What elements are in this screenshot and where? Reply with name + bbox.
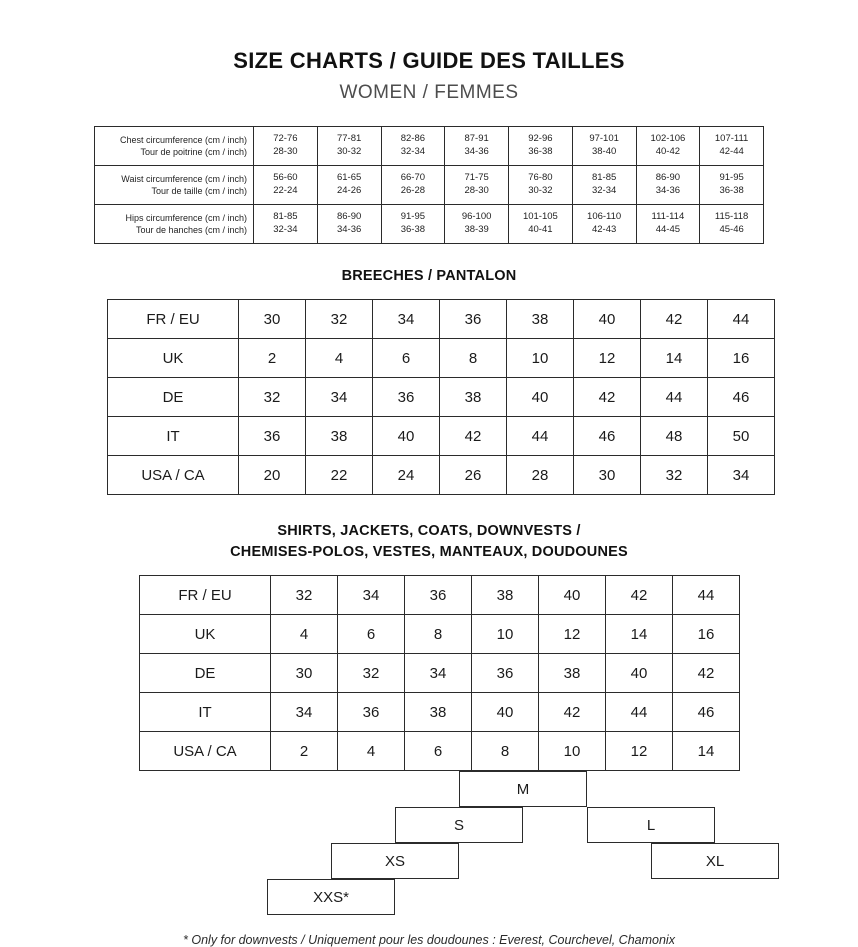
measurement-row-label — [95, 127, 254, 166]
shirts-table — [139, 575, 740, 771]
size-cell: 34 — [338, 576, 405, 615]
measurement-cm: 91-95 — [719, 172, 744, 184]
measurement-cm: 86-90 — [336, 211, 362, 223]
size-cell: 24 — [373, 456, 440, 495]
size-cell: 6 — [405, 732, 472, 771]
table-row — [140, 654, 740, 693]
size-cell: 12 — [539, 615, 606, 654]
measurement-inch: 40-42 — [655, 146, 681, 157]
measurement-cm: 77-81 — [336, 133, 362, 145]
measurement-inch: 34-36 — [655, 185, 681, 196]
measurement-cell — [317, 127, 381, 166]
measurement-cell — [572, 166, 636, 205]
size-cell: 42 — [606, 576, 673, 615]
letter-size-row — [139, 771, 719, 807]
measurement-cell — [254, 205, 318, 244]
size-cell: 34 — [306, 378, 373, 417]
measurement-cell — [509, 127, 573, 166]
shirts-heading — [0, 521, 858, 563]
size-cell: 42 — [440, 417, 507, 456]
size-cell: 42 — [673, 654, 740, 693]
size-cell: 40 — [373, 417, 440, 456]
size-cell: 44 — [606, 693, 673, 732]
letter-size-xs: XS — [331, 843, 459, 879]
letter-size-s: S — [395, 807, 523, 843]
size-cell: 44 — [507, 417, 574, 456]
measurement-inch: 38-39 — [464, 224, 489, 235]
size-cell: 14 — [673, 732, 740, 771]
size-cell: 36 — [405, 576, 472, 615]
measurement-inch: 32-34 — [400, 146, 426, 157]
table-row — [95, 166, 764, 205]
measurement-inch: 22-24 — [273, 185, 298, 196]
size-cell: 46 — [673, 693, 740, 732]
size-cell: 32 — [271, 576, 338, 615]
size-cell: 42 — [539, 693, 606, 732]
measurement-label-en: Chest circumference (cm / inch) — [119, 134, 247, 145]
size-cell: 36 — [472, 654, 539, 693]
shirts-heading-line2: CHEMISES-POLOS, VESTES, MANTEAUX, DOUDOUNES — [230, 544, 628, 561]
size-cell: 44 — [641, 378, 708, 417]
measurement-cm: 72-76 — [273, 133, 298, 145]
size-cell: 4 — [271, 615, 338, 654]
measurement-cm: 56-60 — [273, 172, 298, 184]
size-cell: 38 — [440, 378, 507, 417]
measurement-cm: 115-118 — [714, 211, 749, 223]
measurement-cm: 107-111 — [714, 133, 749, 145]
measurement-cm: 71-75 — [464, 172, 489, 184]
measurement-cell — [381, 127, 445, 166]
letter-size-row — [139, 879, 719, 915]
measurement-cm: 92-96 — [528, 133, 553, 145]
measurement-cell — [572, 205, 636, 244]
size-cell: 8 — [472, 732, 539, 771]
size-cell: 4 — [306, 339, 373, 378]
measurement-cell — [700, 205, 764, 244]
size-cell: 50 — [708, 417, 775, 456]
size-cell: 32 — [641, 456, 708, 495]
size-cell: 46 — [708, 378, 775, 417]
measurement-inch: 42-44 — [719, 146, 744, 157]
measurement-cm: 87-91 — [464, 133, 489, 145]
size-cell: 10 — [507, 339, 574, 378]
measurement-inch: 24-26 — [336, 185, 362, 196]
letter-size-l: L — [587, 807, 715, 843]
measurement-inch: 30-32 — [336, 146, 362, 157]
measurement-cell — [700, 127, 764, 166]
measurement-cm: 91-95 — [400, 211, 426, 223]
size-cell: 8 — [440, 339, 507, 378]
measurement-cell — [700, 166, 764, 205]
measurements-body — [95, 127, 764, 244]
measurement-cell — [381, 205, 445, 244]
size-cell: 40 — [574, 300, 641, 339]
size-cell: 36 — [338, 693, 405, 732]
size-cell: 44 — [673, 576, 740, 615]
breeches-section — [107, 299, 751, 495]
letter-size-brackets — [139, 771, 725, 915]
size-cell: 2 — [239, 339, 306, 378]
table-row — [140, 615, 740, 654]
size-cell: 10 — [472, 615, 539, 654]
size-cell: 34 — [373, 300, 440, 339]
measurement-label-en: Hips circumference (cm / inch) — [125, 212, 247, 223]
table-row — [108, 300, 775, 339]
measurement-inch: 28-30 — [464, 185, 489, 196]
size-cell: 32 — [338, 654, 405, 693]
page-subtitle: WOMEN / FEMMES — [339, 82, 519, 103]
measurement-inch: 36-38 — [400, 224, 426, 235]
size-row-label: USA / CA — [140, 732, 271, 771]
size-row-label: DE — [140, 654, 271, 693]
size-cell: 6 — [338, 615, 405, 654]
size-cell: 22 — [306, 456, 373, 495]
measurement-inch: 30-32 — [528, 185, 553, 196]
measurement-cell — [317, 166, 381, 205]
measurement-inch: 44-45 — [655, 224, 681, 235]
size-cell: 30 — [271, 654, 338, 693]
size-cell: 34 — [708, 456, 775, 495]
measurement-label-fr: Tour de hanches (cm / inch) — [135, 225, 247, 235]
measurement-inch: 28-30 — [273, 146, 298, 157]
size-row-label: FR / EU — [140, 576, 271, 615]
size-cell: 38 — [472, 576, 539, 615]
footnote: * Only for downvests / Uniquement pour les doudounes : Everest, Courchevel, Chamonix — [183, 933, 675, 947]
measurement-cell — [381, 166, 445, 205]
shirts-section — [139, 575, 725, 915]
measurement-cm: 81-85 — [591, 172, 617, 184]
shirts-heading-line1: SHIRTS, JACKETS, COATS, DOWNVESTS / — [277, 523, 581, 540]
measurement-cm: 76-80 — [528, 172, 553, 184]
size-cell: 34 — [271, 693, 338, 732]
size-cell: 14 — [641, 339, 708, 378]
measurement-cell — [445, 205, 509, 244]
size-row-label: FR / EU — [108, 300, 239, 339]
breeches-body — [108, 300, 775, 495]
table-row — [108, 378, 775, 417]
measurement-cm: 82-86 — [400, 133, 426, 145]
size-row-label: DE — [108, 378, 239, 417]
table-row — [95, 205, 764, 244]
size-cell: 46 — [574, 417, 641, 456]
size-cell: 26 — [440, 456, 507, 495]
size-cell: 38 — [405, 693, 472, 732]
measurement-cell — [445, 166, 509, 205]
measurement-cm: 97-101 — [589, 133, 619, 145]
size-cell: 16 — [708, 339, 775, 378]
size-cell: 30 — [239, 300, 306, 339]
size-cell: 28 — [507, 456, 574, 495]
size-row-label: UK — [108, 339, 239, 378]
size-cell: 48 — [641, 417, 708, 456]
size-cell: 36 — [440, 300, 507, 339]
size-cell: 20 — [239, 456, 306, 495]
measurement-cm: 101-105 — [522, 211, 558, 223]
measurement-cell — [509, 205, 573, 244]
size-row-label: IT — [140, 693, 271, 732]
measurement-row-label — [95, 205, 254, 244]
measurement-cm: 102-106 — [650, 133, 686, 145]
measurement-cm: 106-110 — [587, 211, 622, 223]
measurement-cell — [317, 205, 381, 244]
measurement-label-fr: Tour de poitrine (cm / inch) — [140, 147, 247, 157]
table-row — [140, 732, 740, 771]
measurement-inch: 40-41 — [528, 224, 553, 235]
size-cell: 38 — [539, 654, 606, 693]
size-cell: 10 — [539, 732, 606, 771]
measurement-cell — [445, 127, 509, 166]
measurement-cm: 61-65 — [336, 172, 362, 184]
measurement-cm: 111-114 — [651, 211, 685, 223]
measurement-inch: 32-34 — [273, 224, 298, 235]
letter-size-xl: XL — [651, 843, 779, 879]
size-cell: 12 — [606, 732, 673, 771]
measurement-inch: 32-34 — [591, 185, 617, 196]
measurement-inch: 36-38 — [719, 185, 744, 196]
size-cell: 4 — [338, 732, 405, 771]
measurement-cell — [572, 127, 636, 166]
measurement-inch: 38-40 — [591, 146, 617, 157]
size-cell: 38 — [306, 417, 373, 456]
size-cell: 40 — [606, 654, 673, 693]
size-row-label: UK — [140, 615, 271, 654]
size-cell: 42 — [574, 378, 641, 417]
measurement-cell — [636, 205, 700, 244]
size-cell: 40 — [472, 693, 539, 732]
measurement-inch: 45-46 — [719, 224, 744, 235]
measurement-cell — [636, 127, 700, 166]
size-chart-page — [0, 48, 858, 947]
measurement-label-en: Waist circumference (cm / inch) — [121, 173, 247, 184]
table-row — [140, 576, 740, 615]
size-cell: 30 — [574, 456, 641, 495]
size-cell: 8 — [405, 615, 472, 654]
size-cell: 40 — [507, 378, 574, 417]
measurement-cm: 66-70 — [400, 172, 426, 184]
table-row — [108, 417, 775, 456]
measurements-table — [94, 126, 764, 244]
table-row — [140, 693, 740, 732]
size-cell: 44 — [708, 300, 775, 339]
measurement-inch: 34-36 — [464, 146, 489, 157]
size-row-label: USA / CA — [108, 456, 239, 495]
table-row — [95, 127, 764, 166]
size-cell: 2 — [271, 732, 338, 771]
measurements-section — [94, 126, 764, 244]
letter-size-row — [139, 843, 725, 879]
size-row-label: IT — [108, 417, 239, 456]
breeches-heading: BREECHES / PANTALON — [341, 268, 517, 284]
size-cell: 6 — [373, 339, 440, 378]
measurement-cell — [254, 127, 318, 166]
measurement-cm: 86-90 — [655, 172, 681, 184]
table-row — [108, 339, 775, 378]
size-cell: 38 — [507, 300, 574, 339]
size-cell: 32 — [239, 378, 306, 417]
measurement-inch: 34-36 — [336, 224, 362, 235]
letter-size-m: M — [459, 771, 587, 807]
measurement-inch: 26-28 — [400, 185, 426, 196]
size-cell: 40 — [539, 576, 606, 615]
measurement-label-fr: Tour de taille (cm / inch) — [151, 186, 247, 196]
breeches-table — [107, 299, 775, 495]
size-cell: 36 — [373, 378, 440, 417]
table-row — [108, 456, 775, 495]
shirts-body — [140, 576, 740, 771]
size-cell: 32 — [306, 300, 373, 339]
measurement-cell — [636, 166, 700, 205]
size-cell: 36 — [239, 417, 306, 456]
size-cell: 12 — [574, 339, 641, 378]
letter-size-row — [139, 807, 719, 843]
measurement-row-label — [95, 166, 254, 205]
size-cell: 16 — [673, 615, 740, 654]
measurement-cm: 81-85 — [273, 211, 298, 223]
measurement-cell — [509, 166, 573, 205]
measurement-inch: 42-43 — [591, 224, 617, 235]
size-cell: 14 — [606, 615, 673, 654]
measurement-inch: 36-38 — [528, 146, 553, 157]
measurement-cell — [254, 166, 318, 205]
size-cell: 42 — [641, 300, 708, 339]
measurement-cm: 96-100 — [461, 211, 492, 223]
size-cell: 34 — [405, 654, 472, 693]
page-title: SIZE CHARTS / GUIDE DES TAILLES — [233, 48, 625, 73]
letter-size-xxs: XXS* — [267, 879, 395, 915]
